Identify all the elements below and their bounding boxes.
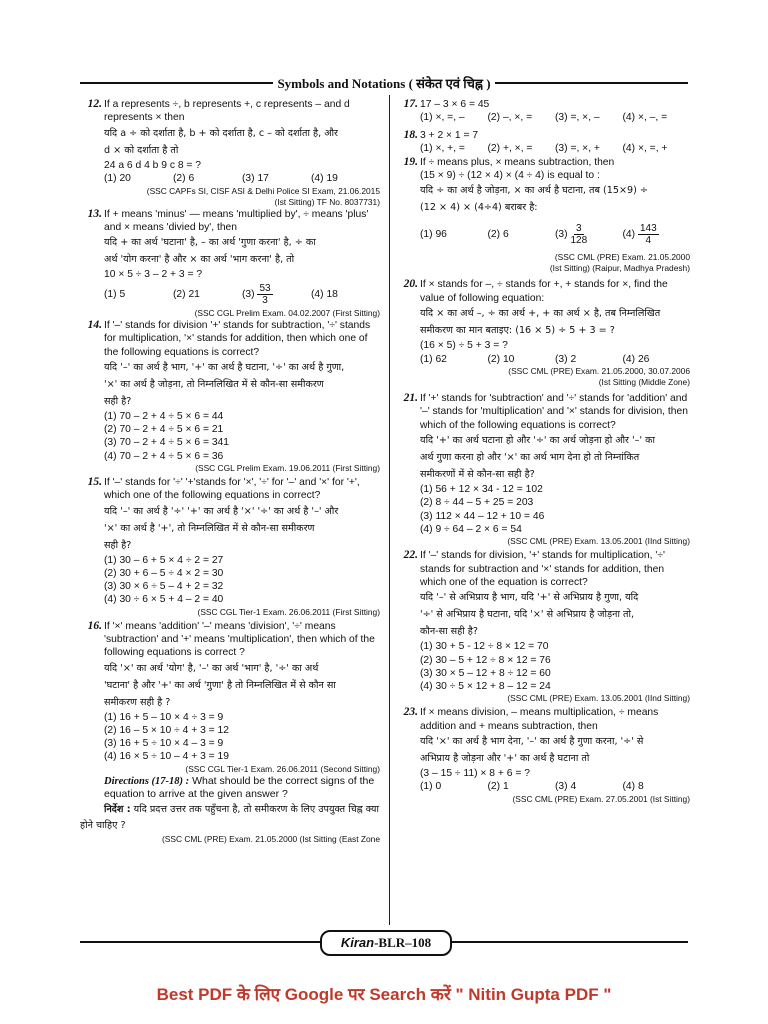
question-number: 17. — [403, 98, 418, 110]
question-text-hi: अर्थ गुणा करना हो और '×' का अर्थ भाग देना हो तो निम्नांकित — [420, 452, 640, 464]
options-list — [104, 410, 380, 463]
question-expression: 10 × 5 ÷ 3 – 2 + 3 = ? — [104, 269, 203, 281]
question-17 — [396, 98, 690, 125]
option: (2) –, ×, = — [487, 112, 533, 124]
options-list — [104, 554, 380, 607]
directions-hi — [80, 802, 380, 834]
directions-hi-label: निर्देश : — [104, 803, 131, 815]
option: (1) 5 — [104, 289, 126, 301]
options-row — [420, 780, 690, 793]
question-text-hi: '×' का अर्थ है जोड़ना, तो निम्नलिखित में से कौन-सा समीकरण — [104, 379, 324, 391]
options-row — [420, 216, 690, 252]
question-14 — [80, 319, 380, 474]
option: (2) 10 — [487, 353, 515, 365]
option: (4) 18 — [311, 289, 338, 301]
right-column — [396, 98, 690, 805]
question-number: 15. — [87, 475, 102, 488]
option — [623, 223, 691, 246]
options-list — [104, 711, 380, 764]
source-citation: (SSC CML (PRE) Exam. 13.05.2001 (IInd Sitting) — [507, 536, 690, 547]
option: (4) 19 — [311, 173, 338, 185]
option: (2) 8 ÷ 44 – 5 + 25 = 203 — [420, 497, 534, 509]
question-text-en: If '×' means 'addition' '–' means 'division', '÷' means 'subtraction' and '+' means 'multiplication', then which of the following equations is correct ? — [104, 620, 375, 659]
source-citation: (SSC CGL Prelim Exam. 04.02.2007 (First Sitting) — [194, 307, 380, 318]
question-text-hi: यदि a ÷ को दर्शाता है, b + को दर्शाता है, c – को दर्शाता है, और — [104, 127, 338, 139]
option: (2) 21 — [173, 289, 200, 301]
page-title: Symbols and Notations ( संकेत एवं चिह्न ) — [273, 76, 494, 91]
option: (3) 30 × 6 ÷ 5 – 4 + 2 = 32 — [104, 581, 224, 593]
option: (3) 4 — [555, 781, 577, 793]
directions-en — [80, 775, 380, 802]
source-citation: (Ist Sitting) (Raipur, Madhya Pradesh) — [549, 263, 690, 274]
option: (4) 30 ÷ 6 × 5 + 4 – 2 = 40 — [104, 594, 224, 606]
source-citation: (SSC CAPFs SI, CISF ASI & Delhi Police SI Exam, 21.06.2015 — [146, 185, 380, 196]
question-20 — [396, 278, 690, 388]
options-row — [104, 282, 380, 308]
question-expression: 3 + 2 × 1 = 7 — [420, 129, 479, 141]
option: (3) 70 – 2 + 4 ÷ 5 × 6 = 341 — [104, 437, 230, 449]
options-list — [420, 483, 690, 536]
question-text-hi: यदि '×' का अर्थ 'योग' है, '–' का अर्थ 'भाग' है, '÷' का अर्थ — [104, 662, 319, 674]
source-citation: (SSC CGL Prelim Exam. 19.06.2011 (First Sitting) — [195, 462, 380, 473]
promo-banner: Best PDF के लिए Google पर Search करें " Nitin Gupta PDF " — [156, 985, 612, 1004]
question-18 — [396, 129, 690, 156]
option: (1) 16 + 5 – 10 × 4 ÷ 3 = 9 — [104, 711, 224, 723]
option: (4) 30 ÷ 5 × 12 + 8 – 12 = 24 — [420, 680, 551, 692]
question-text-hi: d × को दर्शाता है तो — [104, 144, 179, 156]
option: (2) 1 — [487, 781, 509, 793]
option: (1) 20 — [104, 173, 131, 185]
fraction-numerator: 3 — [576, 222, 582, 234]
directions-label: Directions (17-18) : — [104, 775, 190, 787]
source-citation: (SSC CML (PRE) Exam. 21.05.2000, 30.07.2006 — [508, 366, 690, 377]
page-header — [80, 72, 688, 92]
option: (4) 70 – 2 + 4 ÷ 5 × 6 = 36 — [104, 450, 224, 462]
question-text-hi: यदि '–' का अर्थ है '÷' '+' का अर्थ है '×' '÷' का अर्थ है '–' और — [104, 505, 339, 517]
fraction — [638, 223, 659, 246]
question-text-hi: यदि ÷ का अर्थ है जोड़ना, × का अर्थ है घटाना, तब (15×9) ÷ — [420, 185, 648, 197]
page-badge — [320, 930, 452, 956]
options-row — [420, 142, 690, 155]
options-row — [420, 353, 690, 366]
fraction-numerator: 143 — [639, 222, 657, 234]
directions-hi-text: यदि प्रदत्त उत्तर तक पहुँचना है, तो समीकरण के लिए उपयुक्त चिह्न क्या होने चाहिए ? — [80, 803, 379, 831]
question-text-hi: समीकरण का मान बताइए: (16 × 5) ÷ 5 + 3 = ? — [420, 325, 615, 337]
option: (4) 26 — [622, 353, 650, 365]
option-label: (3) — [242, 289, 255, 301]
question-19 — [396, 156, 690, 275]
question-number: 13. — [87, 207, 102, 220]
question-number: 14. — [87, 318, 102, 331]
question-expression: (16 × 5) ÷ 5 + 3 = ? — [420, 340, 508, 352]
question-number: 18. — [403, 128, 418, 141]
question-text-hi: यदि '×' का अर्थ है भाग देना, '–' का अर्थ है गुणा करना, '÷' से — [420, 735, 644, 747]
option: (2) +, ×, = — [487, 143, 533, 155]
question-text-en: If '–' stands for division, '+' stands for multiplication, '÷' stands for subtraction and '×' stands for addition, then which one of the equation is correct? — [420, 550, 665, 588]
option: (1) 70 – 2 + 4 ÷ 5 × 6 = 44 — [104, 411, 224, 423]
question-text-hi: अभिप्राय है जोड़ना और '+' का अर्थ है घटाना तो — [420, 752, 590, 764]
directions-block — [80, 775, 380, 845]
question-number: 19. — [403, 155, 418, 168]
question-text-en: If × means division, – means multiplication, ÷ means addition and + means subtraction, then — [420, 707, 659, 732]
option: (2) 6 — [487, 228, 509, 240]
question-text-hi: कौन-सा सही है? — [420, 626, 478, 638]
option: (4) ×, =, + — [622, 143, 668, 155]
question-text-en: If + means 'minus' — means 'multiplied by', ÷ means 'plus' and × means 'divied by', then — [104, 208, 369, 234]
source-citation: (Ist Sitting) TF No. 8037731) — [274, 196, 380, 207]
question-text-hi: समीकरणों में से कौन-सा सही है? — [420, 469, 535, 481]
option: (1) 0 — [420, 781, 442, 793]
option: (1) 56 + 12 × 34 - 12 = 102 — [420, 484, 543, 496]
options-row — [420, 111, 690, 124]
source-citation: (SSC CML (PRE) Exam. 27.05.2001 (Ist Sitting) — [512, 793, 690, 804]
option: (3) =, ×, + — [555, 143, 600, 155]
question-text-hi: सही है? — [104, 396, 132, 408]
question-text-hi: अर्थ 'योग करना' है और × का अर्थ 'भाग करना' है, तो — [104, 254, 295, 266]
question-text-hi: यदि '+' का अर्थ घटाना हो और '÷' का अर्थ जोड़ना हो और '–' का — [420, 435, 655, 447]
question-text-hi: यदि '–' का अर्थ है भाग, '+' का अर्थ है घटाना, '÷' का अर्थ है गुणा, — [104, 362, 345, 374]
option: (4) 8 — [622, 781, 644, 793]
question-13 — [80, 208, 380, 319]
question-number: 22. — [403, 549, 418, 562]
options-list — [420, 640, 690, 693]
question-text-en: If '+' stands for 'subtraction' and '÷' stands for 'addition' and '–' stands for 'multiplication' and '×' stands for division, then which of the following equations is correct? — [420, 393, 688, 431]
option: (1) ×, +, = — [420, 143, 465, 155]
directions-text: What should be the correct signs of the equation to arrive at the given answer ? — [104, 774, 375, 801]
question-text-en: If ÷ means plus, × means subtraction, then — [420, 156, 615, 168]
question-number: 20. — [403, 278, 418, 291]
question-expression: 24 a 6 d 4 b 9 c 8 = ? — [104, 159, 202, 171]
question-22 — [396, 549, 690, 704]
source-citation: (SSC CML (PRE) Exam. 21.05.2000 (Ist Sitting (East Zone — [162, 833, 380, 844]
fraction-denominator: 3 — [262, 295, 268, 307]
question-text-en: If '–' stands for '÷' '+'stands for '×', '÷' for '–' and '×' for '+', which one of the following equations in correct? — [104, 476, 360, 502]
option: (4) 16 × 5 ÷ 10 – 4 + 3 = 19 — [104, 751, 230, 763]
source-citation: (Ist Sitting (Middle Zone) — [598, 377, 690, 388]
option: (2) 16 – 5 × 10 ÷ 4 + 3 = 12 — [104, 724, 230, 736]
option: (2) 30 – 5 + 12 ÷ 8 × 12 = 76 — [420, 654, 551, 666]
question-number: 23. — [403, 706, 418, 719]
fraction-denominator: 128 — [570, 234, 588, 246]
question-text-en: If a represents ÷, b represents +, c represents – and d represents × then — [104, 99, 350, 124]
question-15 — [80, 476, 380, 618]
option: (3) 2 — [555, 353, 577, 365]
option: (2) 30 + 6 – 5 ÷ 4 × 2 = 30 — [104, 567, 224, 579]
question-number: 21. — [403, 392, 418, 405]
option — [555, 223, 623, 246]
option: (3) 30 × 5 – 12 + 8 ÷ 12 = 60 — [420, 667, 551, 679]
question-number: 12. — [87, 98, 102, 110]
option: (2) 70 – 2 + 4 ÷ 5 × 6 = 21 — [104, 424, 224, 436]
source-citation: (SSC CML (PRE) Exam. 21.05.2000 — [554, 252, 690, 263]
option: (4) ×, –, = — [622, 112, 668, 124]
source-citation: (SSC CGL Tier-1 Exam. 26.06.2011 (Second Sitting) — [185, 763, 380, 774]
option: (3) 112 × 44 – 12 + 10 = 46 — [420, 510, 545, 522]
question-expression: (15 × 9) ÷ (12 × 4) × (4 ÷ 4) is equal to : — [420, 170, 600, 182]
brand-name: Kiran — [340, 935, 375, 950]
fraction — [257, 283, 272, 306]
option: (3) 17 — [242, 173, 269, 185]
left-column — [80, 98, 380, 845]
option: (1) 30 + 5 - 12 ÷ 8 × 12 = 70 — [420, 641, 549, 653]
option: (4) 9 ÷ 64 – 2 × 6 = 54 — [420, 523, 522, 535]
question-expression: 17 – 3 × 6 = 45 — [420, 99, 490, 110]
question-text-en: If '–' stands for division '+' stands for subtraction, '÷' stands for multiplication, '×' stands for addition, then which one of the following equations is correct? — [104, 319, 371, 358]
question-text-hi: यदि × का अर्थ –, ÷ का अर्थ +, + का अर्थ × है, तब निम्नलिखित — [420, 308, 661, 320]
question-21 — [396, 392, 690, 547]
option: (3) =, ×, – — [555, 112, 600, 124]
option-label: (3) — [555, 229, 568, 241]
fraction — [570, 223, 587, 246]
question-text-hi: '×' का अर्थ है '+', तो निम्नलिखित में से कौन-सा समीकरण — [104, 522, 315, 534]
column-divider — [389, 95, 390, 925]
question-text-hi: सही है? — [104, 539, 132, 551]
option: (2) 6 — [173, 173, 195, 185]
question-23 — [396, 706, 690, 805]
question-text-hi: 'घटाना' है और '+' का अर्थ 'गुणा' है तो निम्नलिखित में से कौन सा — [104, 679, 336, 691]
question-expression: (3 – 15 ÷ 11) × 8 + 6 = ? — [420, 767, 530, 779]
fraction-denominator: 4 — [645, 234, 652, 246]
page-footer — [80, 930, 688, 954]
question-text-hi: '÷' से अभिप्राय है घटाना, यदि '×' से अभिप्राय है जोड़ना तो, — [420, 609, 635, 621]
option: (1) 96 — [420, 228, 447, 240]
option: (3) 16 + 5 ÷ 10 × 4 – 3 = 9 — [104, 738, 224, 750]
question-text-hi: यदि '–' से अभिप्राय है भाग, यदि '+' से अभिप्राय है गुणा, यदि — [420, 592, 639, 604]
question-number: 16. — [87, 619, 102, 632]
question-text-en: If × stands for –, ÷ stands for +, + stands for ×, find the value of following equation: — [420, 279, 668, 304]
page-code: -BLR–108 — [374, 935, 432, 950]
option: (1) ×, =, – — [420, 112, 465, 124]
option-label: (4) — [622, 229, 636, 241]
question-text-hi: (12 × 4) × (4÷4) बराबर है: — [420, 202, 538, 214]
option: (1) 30 – 6 + 5 × 4 ÷ 2 = 27 — [104, 554, 224, 566]
options-row — [104, 172, 380, 185]
question-16 — [80, 620, 380, 775]
option — [242, 283, 311, 306]
option: (1) 62 — [420, 353, 447, 365]
question-text-hi: यदि + का अर्थ 'घटाना' है, – का अर्थ 'गुणा करना' है, ÷ का — [104, 237, 316, 249]
source-citation: (SSC CML (PRE) Exam. 13.05.2001 (IInd Sitting) — [507, 693, 690, 704]
question-12 — [80, 98, 380, 208]
fraction-numerator: 53 — [259, 283, 271, 295]
source-citation: (SSC CGL Tier-1 Exam. 26.06.2011 (First Sitting) — [197, 606, 380, 617]
question-text-hi: समीकरण सही है ? — [104, 696, 171, 708]
